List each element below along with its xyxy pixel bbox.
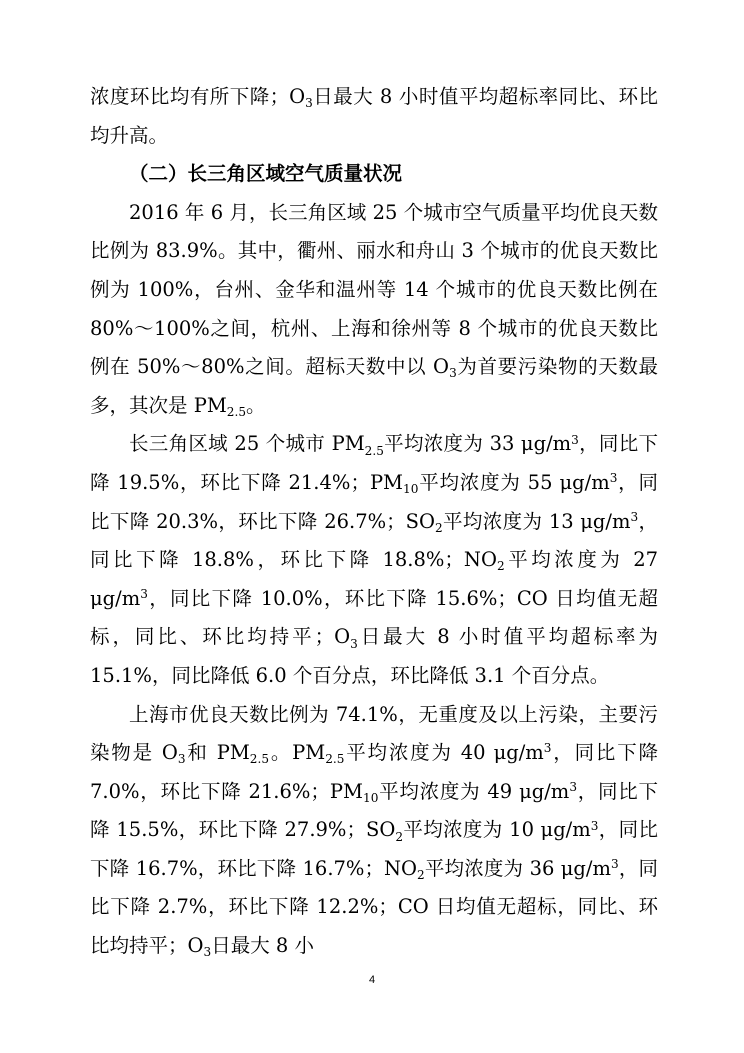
body-paragraph — [90, 194, 658, 426]
subscript-text: 2.5 — [226, 404, 247, 419]
paragraph-text: ，同比下降 15.5%，环比下降 27.9%；SO — [90, 779, 658, 842]
subscript-text: 2.5 — [325, 752, 345, 767]
subscript-text: 3 — [203, 945, 212, 960]
subscript-text: 2 — [417, 868, 425, 883]
superscript-text: 3 — [543, 741, 552, 756]
subscript-text: 2.5 — [364, 443, 384, 458]
paragraph-text: ，同比下降 20.3%，环比下降 26.7%；SO — [90, 470, 658, 533]
paragraph-text: 日最大 8 小时值平均超标率为 15.1%，同比降低 6.0 个百分点，环比降低 3.1 个百分点。 — [90, 625, 658, 687]
paragraph-text: ，同比下降 19.5%，环比下降 21.4%；PM — [90, 432, 658, 494]
paragraph-text: 。 — [246, 393, 266, 417]
subscript-text: 3 — [350, 636, 358, 651]
superscript-text: 3 — [609, 471, 618, 486]
page-number: 4 — [368, 974, 376, 986]
subscript-text: 3 — [305, 96, 313, 111]
paragraph-text: 平均浓度为 33 μg/m — [383, 432, 572, 456]
superscript-text: 3 — [140, 587, 148, 602]
subscript-text: 10 — [403, 482, 419, 497]
subscript-text: 3 — [177, 752, 186, 767]
subscript-text: 3 — [449, 366, 457, 381]
subscript-text: 2 — [496, 559, 505, 574]
superscript-text: 3 — [590, 818, 599, 833]
body-paragraph — [90, 78, 658, 155]
paragraph-text: 为首要污染物的天数最多，其次是 PM — [90, 355, 658, 417]
paragraph-text: 平均浓度为 27 μg/m — [90, 548, 659, 610]
paragraph-text: ，同比下降 18.8%，环比下降 18.8%；NO — [90, 509, 658, 572]
paragraph-text: 。PM — [269, 741, 326, 765]
paragraph-text: 长三角区域 25 个城市 PM — [129, 432, 365, 456]
paragraph-text: ，同比下降 10.0%，环比下降 15.6%；CO 日均值无超标，同比、环比均持平；O — [90, 586, 658, 649]
superscript-text: 3 — [571, 432, 579, 447]
superscript-text: 3 — [630, 509, 639, 524]
paragraph-text: 平均浓度为 10 μg/m — [403, 818, 591, 842]
subscript-text: 10 — [363, 790, 379, 805]
paragraph-text: ，同比下降 2.7%，环比下降 12.2%；CO 日均值无超标，同比、环比均持平；O — [90, 856, 658, 958]
superscript-text: 3 — [569, 780, 577, 795]
subscript-text: 2 — [395, 829, 403, 844]
paragraph-text: ，同比下降 16.7%，环比下降 16.7%；NO — [90, 818, 658, 880]
subscript-text: 2.5 — [249, 752, 270, 767]
paragraph-text: 平均浓度为 13 μg/m — [442, 509, 631, 533]
paragraph-text: 平均浓度为 40 μg/m — [344, 741, 544, 765]
paragraph-text: （二）长三角区域空气质量状况 — [129, 162, 403, 186]
section-heading — [90, 155, 658, 194]
paragraph-text: 上海市优良天数比例为 74.1%，无重度及以上污染，主要污染物是 O — [90, 702, 658, 765]
superscript-text: 3 — [610, 857, 619, 872]
paragraph-text: ，同比下降 7.0%，环比下降 21.6%；PM — [90, 741, 658, 803]
subscript-text: 2 — [435, 520, 443, 535]
paragraph-text: 和 PM — [185, 741, 250, 765]
body-paragraph — [90, 425, 658, 695]
body-paragraph — [90, 696, 658, 966]
paragraph-text: 浓度环比均有所下降；O — [90, 85, 306, 108]
paragraph-text: 日最大 8 小时值平均超标率同比、环比均升高。 — [90, 85, 658, 147]
paragraph-text: 平均浓度为 36 μg/m — [424, 856, 611, 880]
paragraph-text: 平均浓度为 55 μg/m — [418, 470, 610, 494]
document-body — [90, 78, 658, 966]
paragraph-text: 平均浓度为 49 μg/m — [378, 779, 570, 803]
paragraph-text: 日最大 8 小 — [211, 934, 314, 958]
paragraph-text: 2016 年 6 月，长三角区域 25 个城市空气质量平均优良天数比例为 83.9%。其中，衢州、丽水和舟山 3 个城市的优良天数比例为 100%，台州、金华和温州等 14 个城市的优良天数比例在 80%～100%之间，杭州、上海和徐州等 8 个城市的优良天数比例在 50%～80%之间。超标天数中以 O — [90, 200, 658, 379]
